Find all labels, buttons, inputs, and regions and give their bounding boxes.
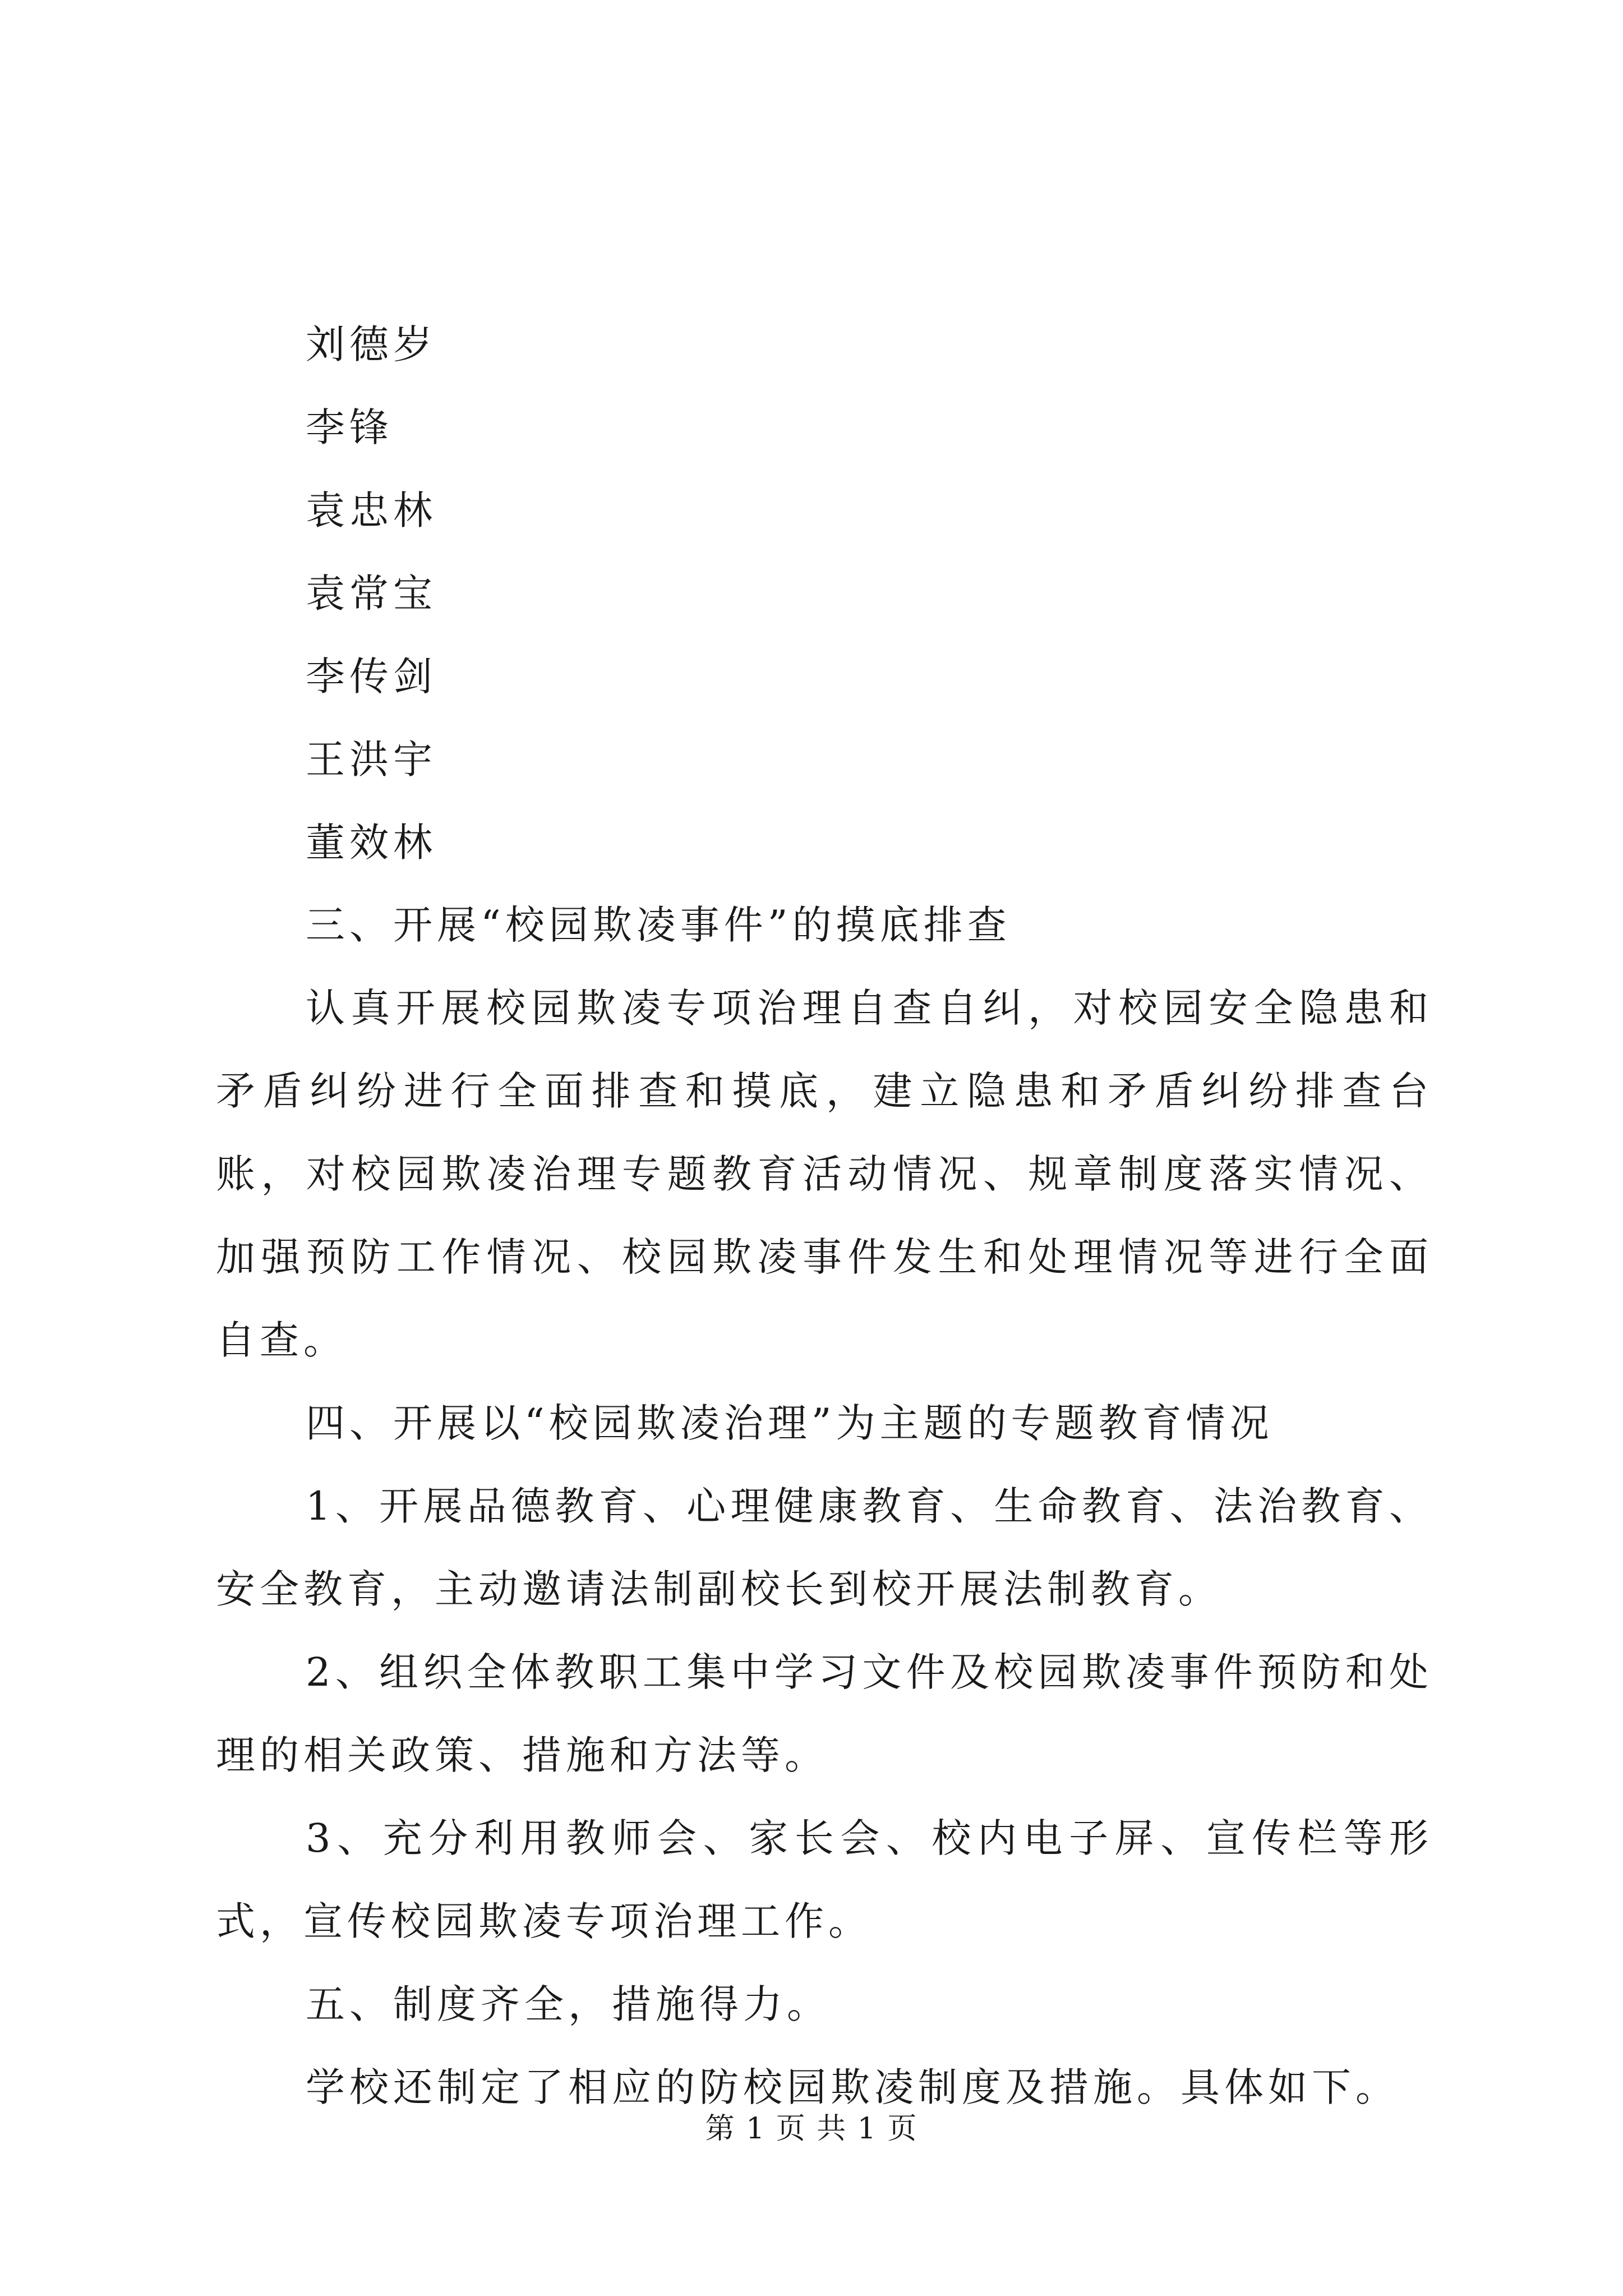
document-body: [216, 884, 1433, 2129]
name-list: [306, 303, 979, 884]
name-item: 李锋: [306, 404, 393, 450]
name-item: 董效林: [306, 820, 437, 866]
name-item: 李传剑: [306, 654, 437, 700]
list-item-3: 3、充分利用教师会、家长会、校内电子屏、宣传栏等形式，宣传校园欺凌专项治理工作。: [216, 1815, 1433, 1944]
paragraph: 认真开展校园欺凌专项治理自查自纠，对校园安全隐患和矛盾纠纷进行全面排查和摸底，建立隐患和矛盾纠纷排查台账，对校园欺凌治理专题教育活动情况、规章制度落实情况、加强预防工作情况、校园欺凌事件发生和处理情况等进行全面自查。: [216, 985, 1433, 1363]
paragraph: 学校还制定了相应的防校园欺凌制度及措施。具体如下。: [306, 2064, 1399, 2110]
section-heading-4: 四、开展以“校园欺凌治理”为主题的专题教育情况: [306, 1400, 1274, 1446]
section-heading-5: 五、制度齐全，措施得力。: [306, 1981, 831, 2027]
list-item-2: 2、组织全体教职工集中学习文件及校园欺凌事件预防和处理的相关政策、措施和方法等。: [216, 1649, 1433, 1778]
name-item: 袁常宝: [306, 570, 437, 616]
section-heading-3: 三、开展“校园欺凌事件”的摸底排查: [306, 902, 1011, 948]
name-item: 刘德岁: [306, 321, 437, 367]
page-footer: 第 1 页 共 1 页: [705, 2112, 918, 2146]
name-item: 袁忠林: [306, 487, 437, 533]
list-item-1: 1、开展品德教育、心理健康教育、生命教育、法治教育、安全教育，主动邀请法制副校长到校开展法制教育。: [216, 1483, 1433, 1612]
name-item: 王洪宇: [306, 737, 437, 783]
